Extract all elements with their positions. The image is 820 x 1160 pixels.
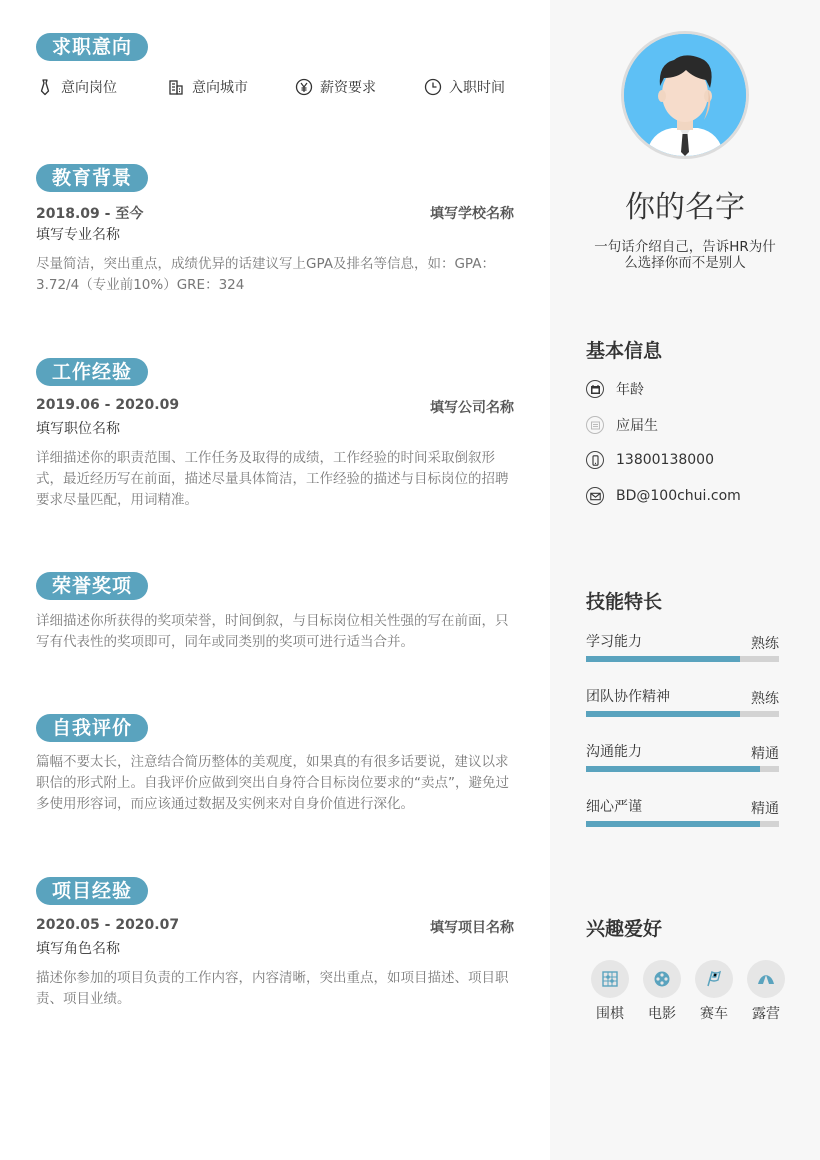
- skill-name: 细心严谨: [586, 799, 642, 815]
- basic-email: [586, 487, 741, 505]
- skill-name: 沟通能力: [586, 744, 642, 760]
- tent-icon: [747, 960, 785, 998]
- intent-position-label: 意向岗位: [61, 80, 117, 96]
- section-title-honors: 荣誉奖项: [36, 572, 148, 600]
- project-description: 描述你参加的项目负责的工作内容，内容清晰，突出重点，如项目描述、项目职责、项目业绩。: [36, 970, 509, 1007]
- project-date: 2020.05 - 2020.07: [36, 917, 180, 933]
- hobby-item: [640, 960, 684, 1023]
- education-header: [36, 203, 514, 223]
- work-header: [36, 397, 514, 417]
- section-title-work: 工作经验: [36, 358, 148, 386]
- phone-icon: [586, 451, 604, 469]
- skill-bar-fill: [586, 821, 760, 827]
- skill-level: 精通: [751, 801, 779, 817]
- work-company: 填写公司名称: [430, 400, 514, 416]
- skill-name: 学习能力: [586, 634, 642, 650]
- basic-info-title: 基本信息: [586, 340, 663, 362]
- hobbies-title: 兴趣爱好: [586, 918, 663, 940]
- film-reel-icon: [643, 960, 681, 998]
- hobby-item: [744, 960, 788, 1023]
- basic-age-value: 年龄: [616, 382, 644, 398]
- skill-item: [586, 686, 779, 726]
- honors-description: 详细描述你所获得的奖项荣誉，时间倒叙，与目标岗位相关性强的写在前面，只写有代表性的奖项即可，同年或同类别的奖项可进行适当合并。: [36, 613, 509, 650]
- hobby-label: 露营: [752, 1006, 780, 1022]
- work-description: 详细描述你的职责范围、工作任务及取得的成绩，工作经验的时间采取倒叙形式，最近经历写在前面，描述尽量具体简洁，工作经验的描述与目标岗位的招聘要求尽量匹配，用词精准。: [36, 450, 509, 508]
- section-title-project: 项目经验: [36, 877, 148, 905]
- hobby-label: 围棋: [596, 1006, 624, 1022]
- section-title-intent: 求职意向: [36, 33, 148, 61]
- skill-bar-fill: [586, 656, 740, 662]
- section-title-education: 教育背景: [36, 164, 148, 192]
- profile-tagline: 一句话介绍自己，告诉HR为什么选择你而不是别人: [594, 239, 776, 271]
- intent-city: [167, 76, 248, 98]
- hobby-item: [692, 960, 736, 1023]
- skill-bar: [586, 656, 779, 662]
- skill-item: [586, 796, 779, 836]
- skills-title: 技能特长: [586, 591, 663, 613]
- project-role: 填写角色名称: [36, 941, 120, 957]
- skill-level: 精通: [751, 746, 779, 762]
- yen-icon: [295, 78, 313, 96]
- go-board-icon: [591, 960, 629, 998]
- section-title-self: 自我评价: [36, 714, 148, 742]
- intent-time-label: 入职时间: [449, 80, 505, 96]
- basic-phone: [586, 451, 714, 469]
- education-school: 填写学校名称: [430, 206, 514, 222]
- basic-status-value: 应届生: [616, 418, 658, 434]
- avatar: [621, 31, 749, 159]
- skill-level: 熟练: [751, 636, 779, 652]
- id-icon: [586, 416, 604, 434]
- project-header: [36, 917, 514, 937]
- basic-phone-value: 13800138000: [616, 452, 714, 468]
- education-date: 2018.09 - 至今: [36, 206, 144, 222]
- basic-age: [586, 379, 644, 399]
- basic-status: [586, 415, 658, 435]
- skill-item: [586, 741, 779, 781]
- intent-salary: [295, 76, 376, 98]
- skill-bar: [586, 821, 779, 827]
- education-description: 尽量简洁，突出重点，成绩优异的话建议写上GPA及排名等信息，如：GPA：3.72/4（专业前10%）GRE：324: [36, 256, 495, 293]
- skill-bar: [586, 711, 779, 717]
- hobby-item: [588, 960, 632, 1023]
- work-position: 填写职位名称: [36, 421, 120, 437]
- hobby-label: 赛车: [700, 1006, 728, 1022]
- intent-city-label: 意向城市: [192, 80, 248, 96]
- skill-level: 熟练: [751, 691, 779, 707]
- skill-name: 团队协作精神: [586, 689, 670, 705]
- skill-bar-fill: [586, 711, 740, 717]
- skill-bar-fill: [586, 766, 760, 772]
- work-date: 2019.06 - 2020.09: [36, 397, 180, 413]
- racing-flag-icon: [695, 960, 733, 998]
- skill-item: [586, 631, 779, 671]
- intent-row: [36, 76, 516, 98]
- project-name: 填写项目名称: [430, 920, 514, 936]
- self-description: 篇幅不要太长，注意结合简历整体的美观度，如果真的有很多话要说，建议以求职信的形式附上。自我评价应做到突出自身符合目标岗位要求的“卖点”，避免过多使用形容词，而应该通过数据及实例来对自身价值进行深化。: [36, 754, 509, 812]
- intent-position: [36, 76, 117, 98]
- avatar-illustration: [624, 34, 746, 156]
- tie-icon: [36, 78, 54, 96]
- calendar-icon: [586, 380, 604, 398]
- profile-name: 你的名字: [625, 190, 745, 225]
- mail-icon: [586, 487, 604, 505]
- skill-bar: [586, 766, 779, 772]
- intent-time: [424, 76, 505, 98]
- clock-icon: [424, 78, 442, 96]
- education-major: 填写专业名称: [36, 227, 120, 243]
- basic-email-value: BD@100chui.com: [616, 488, 741, 504]
- hobby-label: 电影: [648, 1006, 676, 1022]
- building-icon: [167, 78, 185, 96]
- intent-salary-label: 薪资要求: [320, 80, 376, 96]
